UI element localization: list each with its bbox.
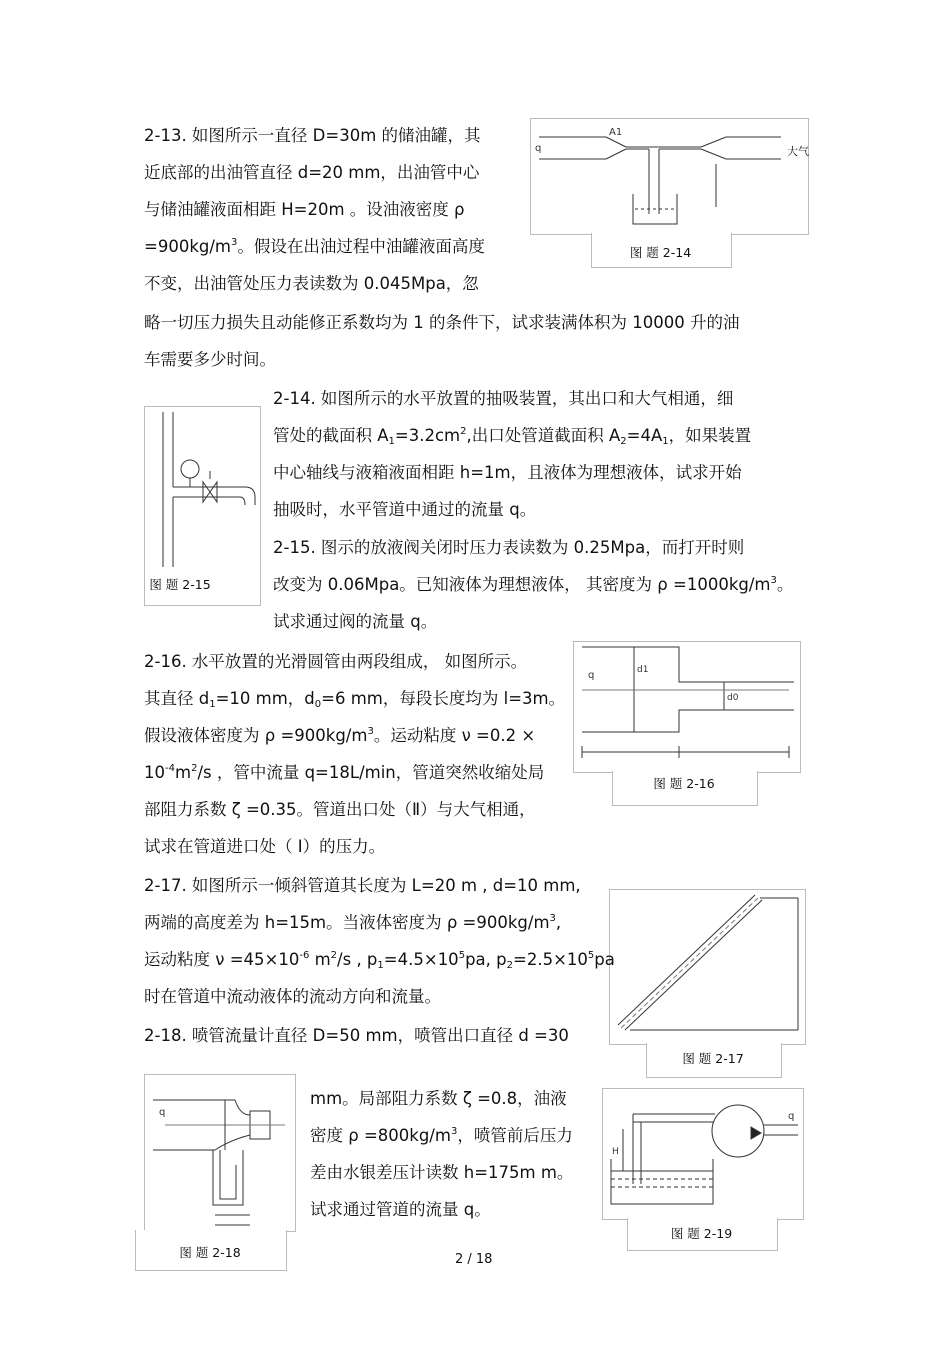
p216-line-5: 部阻力系数 ζ =0.35。管道出口处（Ⅱ）与大气相通， [144, 800, 536, 819]
p213-line-1: 2-13. 如图所示一直径 D=30m 的储油罐，其 [144, 126, 481, 145]
caption-2-15: 图 题 2-15 [149, 577, 211, 592]
label-d1: d1 [637, 665, 649, 675]
p218-line-3: 密度 $\rho =800kg/m^3$，喷管前后压力 [310, 1126, 573, 1145]
p218-line-4: 差由水银差压计读数 h=175m m。 [310, 1163, 574, 1182]
caption-2-16: 图 题 2-16 [653, 776, 715, 791]
p217-line-2: 两端的高度差为 h=15m。当液体密度为 $\rho =900kg/m^3$, [144, 913, 562, 932]
figure-2-18 [144, 1074, 296, 1232]
figure-2-16 [573, 641, 801, 773]
label-A1: A1 [609, 127, 623, 138]
figure-2-14-drawing [531, 119, 808, 234]
figure-2-17 [609, 889, 806, 1045]
p214-line-4: 抽吸时，水平管道中通过的流量 q。 [273, 500, 537, 519]
p215-line-2: 改变为 0.06Mpa。已知液体为理想液体， 其密度为 $\rho =1000kg/m^3$。 [273, 575, 794, 594]
caption-2-17: 图 题 2-17 [682, 1051, 744, 1066]
label-atmosphere: 大气 [787, 145, 809, 158]
label-q: q [788, 1111, 795, 1122]
page-number: 2 / 18 [455, 1252, 493, 1267]
p213-line-4: $=900kg/m^3$。假设在出油过程中油罐液面高度 [144, 237, 485, 256]
p216-line-2: 其直径 $d_1=10$ mm，$d_0=6$ mm，每段长度均为 l=3m。 [144, 689, 566, 710]
p213-line-2: 近底部的出油管直径 d=20 mm，出油管中心 [144, 163, 480, 182]
p213-line-6: 略一切压力损失且动能修正系数均为 1 的条件下，试求装满体积为 10000 升的油 [144, 313, 740, 332]
p217-line-1: 2-17. 如图所示一倾斜管道其长度为 L=20 m , d=10 mm, [144, 876, 581, 895]
p217-line-3: 运动粘度 $\nu =45\times 10^{-6}$ $m^2/s$ , $p_1=4.5\times 10^5pa$, $p_2=2.5\times 10^5pa$ [144, 950, 615, 971]
p213-line-7: 车需要多少时间。 [144, 350, 276, 369]
p218-line-2: mm。局部阻力系数 ζ =0.8，油液 [310, 1089, 567, 1108]
figure-2-19 [602, 1088, 804, 1220]
figure-2-14 [530, 118, 809, 235]
label-d0: d0 [727, 693, 739, 703]
p218-line-5: 试求通过管道的流量 q。 [310, 1200, 491, 1219]
p217-line-4: 时在管道中流动液体的流动方向和流量。 [144, 987, 441, 1006]
p213-line-5: 不变，出油管处压力表读数为 0.045Mpa，忽 [144, 274, 479, 293]
p215-line-3: 试求通过阀的流量 q。 [273, 612, 438, 631]
p216-line-6: 试求在管道进口处（ Ⅰ）的压力。 [144, 837, 386, 856]
p216-line-1: 2-16. 水平放置的光滑圆管由两段组成， 如图所示。 [144, 652, 528, 671]
caption-2-19: 图 题 2-19 [670, 1226, 733, 1241]
figure-2-19-drawing [603, 1089, 803, 1219]
label-q: q [535, 143, 542, 154]
label-q: q [588, 670, 595, 681]
p214-line-2: 管处的截面积 $A_1=3.2cm^2$,出口处管道截面积 $A_2=4A_1$，如果装置 [273, 426, 752, 447]
p214-line-1: 2-14. 如图所示的水平放置的抽吸装置，其出口和大气相通，细 [273, 389, 734, 408]
p213-line-3: 与储油罐液面相距 H=20m 。设油液密度 ρ [144, 200, 465, 219]
p214-line-3: 中心轴线与液箱液面相距 h=1m，且液体为理想液体，试求开始 [273, 463, 742, 482]
p216-line-3: 假设液体密度为 $\rho =900kg/m^3$。运动粘度 ν =0.2 × [144, 726, 536, 745]
figure-2-17-drawing [610, 890, 805, 1044]
label-q: q [159, 1107, 166, 1118]
figure-2-16-drawing [574, 642, 800, 772]
p218-line-1: 2-18. 喷管流量计直径 D=50 mm，喷管出口直径 d =30 [144, 1026, 569, 1045]
caption-2-18: 图 题 2-18 [179, 1245, 241, 1260]
p216-line-4: $10^{-4}m^2/s$ ，管中流量 q=18L/min，管道突然收缩处局 [144, 763, 545, 782]
caption-2-14: 图 题 2-14 [629, 245, 692, 260]
figure-2-15 [144, 406, 261, 606]
figure-2-18-drawing [145, 1075, 295, 1231]
label-H: H [612, 1147, 619, 1157]
p215-line-1: 2-15. 图示的放液阀关闭时压力表读数为 0.25Mpa，而打开时则 [273, 538, 745, 557]
